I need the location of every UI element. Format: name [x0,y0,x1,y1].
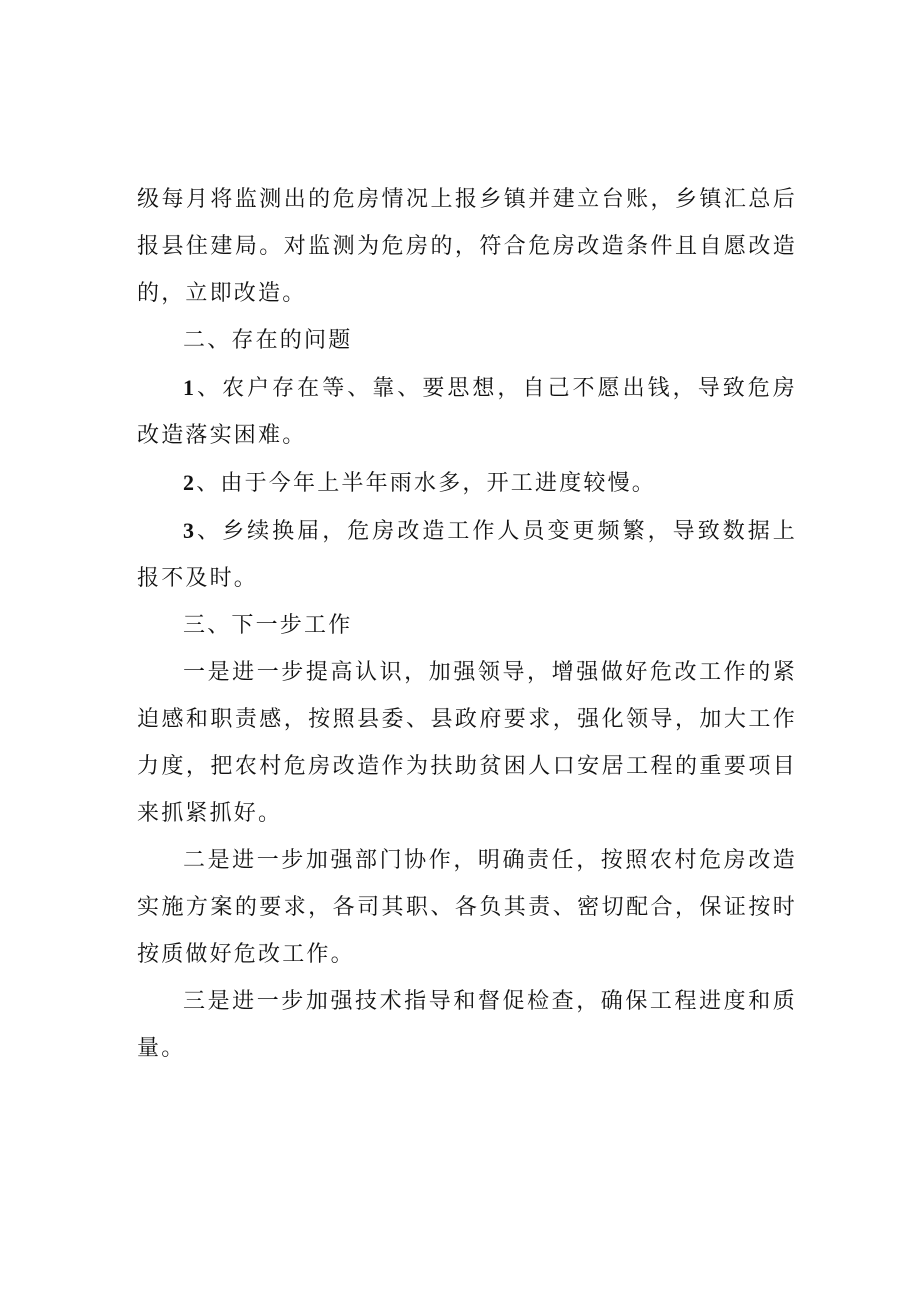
item-text: 、农户存在等、靠、要思想，自己不愿出钱，导致危房改造落实困难。 [137,376,797,448]
item-number: 2 [183,470,197,495]
item-text: 、由于今年上半年雨水多，开工进度较慢。 [196,471,657,496]
document-body [137,176,797,1072]
work-item-3: 三是进一步加强技术指导和督促检查，确保工程进度和质量。 [137,989,797,1061]
problem-item-2 [137,459,797,507]
work-item-2: 二是进一步加强部门协作，明确责任，按照农村危房改造实施方案的要求，各司其职、各负其责、密切配合，保证按时按质做好危改工作。 [137,848,797,967]
section-heading-problems: 二、存在的问题 [183,328,353,353]
problem-item-1 [137,364,797,459]
section-heading-next-steps: 三、下一步工作 [183,613,353,638]
paragraph-continued: 级每月将监测出的危房情况上报乡镇并建立台账，乡镇汇总后报县住建局。对监测为危房的，符合危房改造条件且自愿改造的，立即改造。 [137,187,797,306]
problem-item-3 [137,507,797,602]
work-item-1: 一是进一步提高认识，加强领导，增强做好危改工作的紧迫感和职责感，按照县委、县政府要求，强化领导，加大工作力度，把农村危房改造作为扶助贫困人口安居工程的重要项目来抓紧抓好。 [137,660,797,826]
item-number: 1 [183,375,197,400]
item-number: 3 [183,518,197,543]
item-text: 、乡续换届，危房改造工作人员变更频繁，导致数据上报不及时。 [137,519,797,591]
